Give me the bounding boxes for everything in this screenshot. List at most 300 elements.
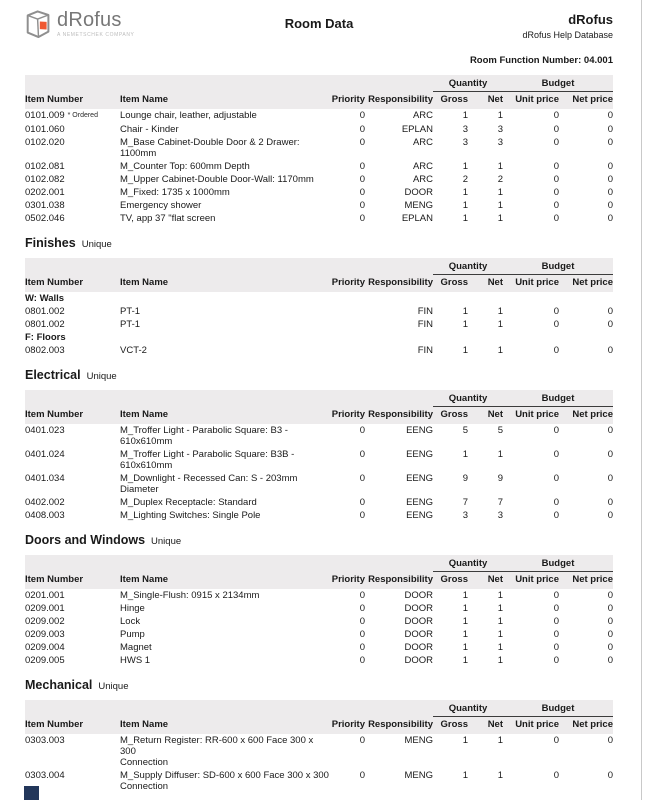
column-header: Responsibility	[368, 276, 433, 288]
column-header: Item Number	[25, 573, 84, 585]
table-row	[25, 654, 613, 667]
item-net-price: 0	[607, 655, 613, 666]
item-net: 1	[497, 345, 503, 356]
item-net: 1	[497, 213, 503, 224]
item-net: 2	[497, 174, 503, 185]
item-net-price: 0	[607, 200, 613, 211]
quantity-group-header: Quantity	[433, 390, 503, 407]
item-unit-price: 0	[553, 603, 559, 614]
item-name: M_Troffer Light - Parabolic Square: B3 - 610x610mm	[120, 425, 288, 447]
drofus-cube-icon	[25, 9, 52, 39]
column-header: Net price	[572, 94, 613, 105]
item-net: 1	[497, 306, 503, 317]
column-header: Priority	[331, 93, 365, 105]
item-net: 1	[497, 319, 503, 330]
item-gross: 1	[462, 770, 468, 781]
item-net-price: 0	[607, 174, 613, 185]
item-unit-price: 0	[553, 213, 559, 224]
item-number: 0102.081	[25, 161, 65, 172]
item-unit-price: 0	[553, 473, 559, 484]
table-row	[25, 628, 613, 641]
section-heading	[25, 533, 613, 549]
item-net-price: 0	[607, 735, 613, 746]
item-gross: 1	[462, 449, 468, 460]
item-priority: 0	[359, 213, 365, 224]
table-body	[25, 734, 613, 793]
item-number: 0408.003	[25, 510, 65, 521]
item-unit-price: 0	[553, 124, 559, 135]
item-responsibility: ARC	[412, 137, 433, 148]
item-priority: 0	[359, 603, 365, 614]
item-number: 0801.002	[25, 306, 65, 317]
group-header-spacer	[25, 258, 433, 275]
group-header-spacer	[25, 390, 433, 407]
item-gross: 7	[462, 497, 468, 508]
item-name: Hinge	[120, 603, 145, 614]
section-badge: Unique	[86, 371, 117, 382]
item-gross: 3	[462, 137, 468, 148]
column-header: Priority	[331, 276, 365, 288]
item-gross: 1	[462, 306, 468, 317]
column-header: Unit price	[515, 94, 559, 105]
item-net-price: 0	[607, 137, 613, 148]
item-priority: 0	[359, 449, 365, 460]
item-priority	[330, 318, 365, 331]
item-number: 0102.082	[25, 174, 65, 185]
column-header: Gross	[440, 277, 468, 288]
group-header-spacer	[25, 700, 433, 717]
group-row-item	[25, 292, 613, 305]
item-name: PT-1	[120, 306, 141, 317]
column-header: Net	[487, 277, 503, 288]
column-header: Priority	[331, 573, 365, 585]
item-unit-price: 0	[553, 616, 559, 627]
column-header: Priority	[331, 718, 365, 730]
item-unit-price: 0	[553, 655, 559, 666]
item-number: 0209.003	[25, 629, 65, 640]
table-row	[25, 344, 613, 357]
item-name: M_Supply Diffuser: SD-600 x 600 Face 300 x 300 Connection	[120, 770, 329, 792]
column-header: Unit price	[515, 574, 559, 585]
item-name: TV, app 37 "flat screen	[120, 213, 216, 224]
budget-group-header: Budget	[503, 700, 613, 717]
column-header: Item Number	[25, 93, 84, 105]
item-net-price: 0	[607, 110, 613, 121]
item-priority: 0	[359, 735, 365, 746]
header-right-block	[453, 9, 613, 40]
item-net-price: 0	[607, 425, 613, 436]
item-priority: 0	[359, 655, 365, 666]
table-head	[25, 75, 613, 109]
item-unit-price: 0	[553, 497, 559, 508]
column-header: Item Name	[120, 573, 169, 585]
table-body	[25, 424, 613, 522]
items-table	[25, 75, 613, 225]
table-row	[25, 496, 613, 509]
item-net: 5	[497, 425, 503, 436]
item-responsibility: ARC	[412, 174, 433, 185]
item-unit-price: 0	[553, 161, 559, 172]
item-name: M_Single-Flush: 0915 x 2134mm	[120, 590, 260, 601]
group-header-spacer	[25, 555, 433, 572]
item-net: 1	[497, 629, 503, 640]
item-number: 0401.023	[25, 425, 65, 436]
item-gross: 3	[462, 124, 468, 135]
item-responsibility: EPLAN	[401, 124, 433, 135]
table-row	[25, 109, 613, 123]
column-header: Net	[487, 574, 503, 585]
item-gross: 2	[462, 174, 468, 185]
quantity-group-header: Quantity	[433, 700, 503, 717]
item-name: M_Upper Cabinet-Double Door-Wall: 1170mm	[120, 174, 314, 185]
section-heading	[25, 678, 613, 694]
item-gross: 1	[462, 642, 468, 653]
item-priority: 0	[359, 137, 365, 148]
section-heading	[25, 368, 613, 384]
item-number: 0209.005	[25, 655, 65, 666]
section-badge: Unique	[81, 239, 112, 250]
item-priority: 0	[359, 473, 365, 484]
item-unit-price: 0	[553, 306, 559, 317]
item-net-price: 0	[607, 642, 613, 653]
item-responsibility: MENG	[404, 735, 433, 746]
item-responsibility: DOOR	[404, 629, 433, 640]
table-head	[25, 555, 613, 589]
item-responsibility: DOOR	[404, 655, 433, 666]
item-gross: 1	[462, 161, 468, 172]
item-net-price: 0	[607, 306, 613, 317]
table-row	[25, 199, 613, 212]
item-responsibility: DOOR	[404, 642, 433, 653]
item-priority	[330, 305, 365, 318]
table-row	[25, 602, 613, 615]
column-header: Gross	[440, 574, 468, 585]
item-number: 0401.024	[25, 449, 65, 460]
item-gross: 5	[462, 425, 468, 436]
logo-brand-text: dRofus	[57, 9, 122, 31]
item-name: Chair - Kinder	[120, 124, 179, 135]
table-row	[25, 305, 613, 318]
item-unit-price: 0	[553, 174, 559, 185]
column-header: Priority	[331, 408, 365, 420]
items-table	[25, 555, 613, 667]
column-header: Gross	[440, 719, 468, 730]
section-title: Electrical	[25, 368, 81, 382]
item-name: M_Lighting Switches: Single Pole	[120, 510, 261, 521]
item-gross: 1	[462, 603, 468, 614]
item-priority: 0	[359, 425, 365, 436]
item-net-price: 0	[607, 319, 613, 330]
item-number: 0101.060	[25, 124, 65, 135]
quantity-group-header: Quantity	[433, 258, 503, 275]
column-header: Net price	[572, 574, 613, 585]
item-gross: 1	[462, 590, 468, 601]
item-responsibility: EENG	[406, 510, 433, 521]
report-header	[25, 0, 613, 40]
item-net-price: 0	[607, 770, 613, 781]
item-net: 9	[497, 473, 503, 484]
table-head	[25, 700, 613, 734]
sections	[25, 75, 613, 793]
column-header: Net price	[572, 719, 613, 730]
table-row	[25, 136, 613, 160]
column-header: Responsibility	[368, 718, 433, 730]
column-header: Item Number	[25, 718, 84, 730]
item-gross: 1	[462, 655, 468, 666]
column-header: Unit price	[515, 719, 559, 730]
item-priority: 0	[359, 497, 365, 508]
item-name: M_Duplex Receptacle: Standard	[120, 497, 257, 508]
item-unit-price: 0	[553, 590, 559, 601]
item-net-price: 0	[607, 510, 613, 521]
item-unit-price: 0	[553, 449, 559, 460]
item-net-price: 0	[607, 603, 613, 614]
item-net-price: 0	[607, 187, 613, 198]
item-number: 0102.020	[25, 137, 65, 148]
item-net: 1	[497, 200, 503, 211]
room-function-number: Room Function Number: 04.001	[469, 55, 613, 66]
item-unit-price: 0	[553, 319, 559, 330]
item-number: 0209.002	[25, 616, 65, 627]
column-header: Net price	[572, 409, 613, 420]
items-table	[25, 258, 613, 357]
table-row	[25, 509, 613, 522]
column-header: Unit price	[515, 409, 559, 420]
item-responsibility: EENG	[406, 473, 433, 484]
item-net-price: 0	[607, 497, 613, 508]
table-row	[25, 212, 613, 225]
item-unit-price: 0	[553, 770, 559, 781]
column-header: Net price	[572, 277, 613, 288]
item-net-price: 0	[607, 124, 613, 135]
section-title: Finishes	[25, 236, 76, 250]
item-priority: 0	[359, 187, 365, 198]
item-net: 1	[497, 655, 503, 666]
group-header-row	[25, 390, 613, 407]
item-responsibility: DOOR	[404, 603, 433, 614]
table-row	[25, 615, 613, 628]
item-name: HWS 1	[120, 655, 151, 666]
item-responsibility: DOOR	[404, 187, 433, 198]
item-unit-price: 0	[553, 187, 559, 198]
table-row	[25, 448, 613, 472]
row-group-label: F: Floors	[25, 332, 66, 343]
group-row-item	[25, 331, 613, 344]
item-number: 0303.003	[25, 735, 65, 746]
column-header: Gross	[440, 94, 468, 105]
column-header: Item Name	[120, 93, 169, 105]
item-net-price: 0	[607, 449, 613, 460]
item-unit-price: 0	[553, 510, 559, 521]
column-header: Responsibility	[368, 93, 433, 105]
item-responsibility: EENG	[406, 449, 433, 460]
item-net: 1	[497, 770, 503, 781]
items-table	[25, 390, 613, 522]
item-gross: 9	[462, 473, 468, 484]
item-unit-price: 0	[553, 642, 559, 653]
item-net: 3	[497, 510, 503, 521]
table-head	[25, 390, 613, 424]
item-responsibility: FIN	[417, 345, 433, 356]
items-table	[25, 700, 613, 793]
table-row	[25, 472, 613, 496]
section-badge: Unique	[98, 681, 129, 692]
column-header: Item Name	[120, 718, 169, 730]
item-name: PT-1	[120, 319, 141, 330]
item-net-price: 0	[607, 345, 613, 356]
item-name: M_Return Register: RR-600 x 600 Face 300 x 300 Connection	[120, 735, 314, 768]
table-row	[25, 123, 613, 136]
page-edge-line	[641, 0, 642, 800]
item-name: M_Counter Top: 600mm Depth	[120, 161, 250, 172]
column-header: Responsibility	[368, 408, 433, 420]
column-header-row	[25, 407, 613, 425]
item-gross: 1	[462, 200, 468, 211]
item-priority	[330, 344, 365, 357]
column-header: Unit price	[515, 277, 559, 288]
group-header-row	[25, 555, 613, 572]
item-gross: 1	[462, 187, 468, 198]
item-responsibility: FIN	[417, 319, 433, 330]
item-responsibility: EENG	[406, 497, 433, 508]
table-row	[25, 424, 613, 448]
table-body	[25, 109, 613, 225]
table-row	[25, 318, 613, 331]
item-number: 0301.038	[25, 200, 65, 211]
item-priority: 0	[359, 200, 365, 211]
budget-group-header: Budget	[503, 75, 613, 92]
table-row	[25, 589, 613, 602]
item-priority: 0	[359, 110, 365, 121]
table-body	[25, 589, 613, 667]
quantity-group-header: Quantity	[433, 555, 503, 572]
item-number: 0202.001	[25, 187, 65, 198]
item-number: 0802.003	[25, 345, 65, 356]
column-header-row	[25, 92, 613, 110]
database-brand: dRofus	[568, 12, 613, 27]
item-responsibility: FIN	[417, 306, 433, 317]
item-unit-price: 0	[553, 735, 559, 746]
item-net: 1	[497, 603, 503, 614]
column-header: Gross	[440, 409, 468, 420]
item-priority: 0	[359, 770, 365, 781]
item-number: 0402.002	[25, 497, 65, 508]
item-net: 1	[497, 110, 503, 121]
item-net: 1	[497, 161, 503, 172]
budget-group-header: Budget	[503, 390, 613, 407]
column-header-row	[25, 717, 613, 735]
group-header-row	[25, 700, 613, 717]
item-gross: 1	[462, 616, 468, 627]
item-priority: 0	[359, 124, 365, 135]
column-header: Item Name	[120, 276, 169, 288]
item-priority: 0	[359, 590, 365, 601]
column-header-row	[25, 275, 613, 293]
row-group-label: W: Walls	[25, 293, 65, 304]
section-heading	[25, 236, 613, 252]
item-net: 1	[497, 616, 503, 627]
table-row	[25, 641, 613, 654]
item-net-price: 0	[607, 213, 613, 224]
table-head	[25, 258, 613, 292]
item-responsibility: ARC	[412, 110, 433, 121]
item-net: 1	[497, 735, 503, 746]
item-net: 7	[497, 497, 503, 508]
item-responsibility: EENG	[406, 425, 433, 436]
item-name: M_Base Cabinet-Double Door & 2 Drawer: 1100mm	[120, 137, 300, 159]
table-row	[25, 173, 613, 186]
budget-group-header: Budget	[503, 258, 613, 275]
item-note: * Ordered	[67, 112, 98, 119]
drofus-logo	[25, 9, 185, 39]
item-unit-price: 0	[553, 110, 559, 121]
item-gross: 1	[462, 213, 468, 224]
item-net: 1	[497, 187, 503, 198]
section-badge: Unique	[151, 536, 182, 547]
section-title: Mechanical	[25, 678, 93, 692]
item-priority: 0	[359, 161, 365, 172]
item-unit-price: 0	[553, 629, 559, 640]
item-responsibility: DOOR	[404, 590, 433, 601]
column-header: Net	[487, 719, 503, 730]
item-unit-price: 0	[553, 137, 559, 148]
column-header: Item Number	[25, 408, 84, 420]
item-unit-price: 0	[553, 200, 559, 211]
logo-tagline-text: A NEMETSCHEK COMPANY	[57, 32, 135, 38]
item-gross: 1	[462, 345, 468, 356]
item-priority: 0	[359, 510, 365, 521]
group-header-spacer	[25, 75, 433, 92]
item-gross: 1	[462, 110, 468, 121]
item-responsibility: DOOR	[404, 616, 433, 627]
item-name: M_Downlight - Recessed Can: S - 203mm Diameter	[120, 473, 298, 495]
item-number: 0502.046	[25, 213, 65, 224]
item-number: 0801.002	[25, 319, 65, 330]
item-number: 0401.034	[25, 473, 65, 484]
item-responsibility: MENG	[404, 200, 433, 211]
table-row	[25, 186, 613, 199]
group-header-row	[25, 258, 613, 275]
item-name: VCT-2	[120, 345, 147, 356]
item-name: Lounge chair, leather, adjustable	[120, 110, 257, 121]
item-priority: 0	[359, 174, 365, 185]
section-title: Doors and Windows	[25, 533, 146, 547]
item-priority: 0	[359, 642, 365, 653]
table-row	[25, 160, 613, 173]
item-name: M_Troffer Light - Parabolic Square: B3B - 610x610mm	[120, 449, 295, 471]
item-gross: 1	[462, 735, 468, 746]
item-number: 0209.001	[25, 603, 65, 614]
item-net-price: 0	[607, 161, 613, 172]
column-header: Responsibility	[368, 573, 433, 585]
item-name: Emergency shower	[120, 200, 202, 211]
item-gross: 3	[462, 510, 468, 521]
item-responsibility: ARC	[412, 161, 433, 172]
table-row	[25, 734, 613, 769]
item-unit-price: 0	[553, 425, 559, 436]
column-header: Net	[487, 94, 503, 105]
item-name: Magnet	[120, 642, 152, 653]
item-net: 3	[497, 124, 503, 135]
item-net: 1	[497, 642, 503, 653]
item-number: 0201.001	[25, 590, 65, 601]
report-content	[25, 0, 613, 793]
column-header-row	[25, 572, 613, 590]
table-body	[25, 292, 613, 357]
item-net-price: 0	[607, 616, 613, 627]
item-net: 1	[497, 449, 503, 460]
page-title: Room Data	[284, 16, 354, 31]
